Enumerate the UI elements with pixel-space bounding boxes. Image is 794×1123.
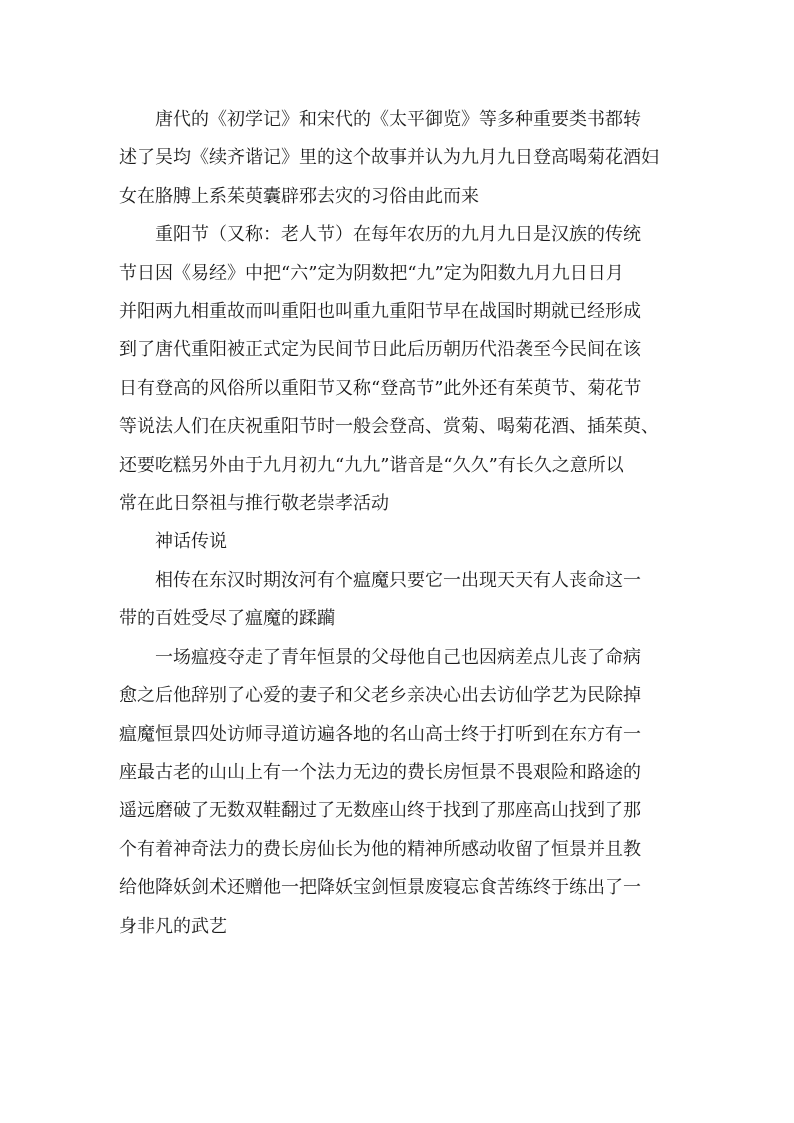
paragraph-4 (119, 639, 679, 946)
paragraph-line: 唐代的《初学记》和宋代的《太平御览》等多种重要类书都转 (155, 109, 641, 130)
paragraph-line: 述了吴均《续齐谐记》里的这个故事并认为九月九日登高喝菊花酒妇 (119, 147, 659, 169)
paragraph-line: 到了唐代重阳被正式定为民间节日此后历朝历代沿袭至今民间在该 (119, 339, 641, 361)
section-heading (119, 523, 679, 561)
paragraph-line: 女在胳膊上系茱萸囊辟邪去灾的习俗由此而来 (119, 185, 479, 207)
paragraph-2 (119, 216, 679, 523)
paragraph-line: 身非凡的武艺 (119, 915, 227, 937)
paragraph-3 (119, 562, 679, 639)
paragraph-line: 常在此日祭祖与推行敬老崇孝活动 (119, 493, 389, 515)
paragraph-line: 等说法人们在庆祝重阳节时一般会登高、赏菊、喝菊花酒、插茱萸、 (119, 416, 659, 438)
paragraph-line: 带的百姓受尽了瘟魔的蹂躏 (119, 608, 335, 630)
document-body (119, 101, 679, 946)
paragraph-line: 一场瘟疫夺走了青年恒景的父母他自己也因病差点儿丧了命病 (155, 646, 641, 668)
paragraph-line: 给他降妖剑术还赠他一把降妖宝剑恒景废寝忘食苦练终于练出了一 (119, 877, 641, 899)
paragraph-line: 重阳节（又称：老人节）在每年农历的九月九日是汉族的传统 (155, 224, 641, 246)
paragraph-line: 瘟魔恒景四处访师寻道访遍各地的名山高士终于打听到在东方有一 (119, 723, 641, 745)
paragraph-line: 并阳两九相重故而叫重阳也叫重九重阳节早在战国时期就已经形成 (119, 301, 641, 323)
paragraph-line: 日有登高的风俗所以重阳节又称“登高节”此外还有茱萸节、菊花节 (119, 377, 642, 399)
paragraph-line: 相传在东汉时期汝河有个瘟魔只要它一出现天天有人丧命这一 (155, 569, 641, 591)
paragraph-line: 个有着神奇法力的费长房仙长为他的精神所感动收留了恒景并且教 (119, 838, 641, 860)
paragraph-line: 座最古老的山山上有一个法力无边的费长房恒景不畏艰险和路途的 (119, 761, 641, 783)
paragraph-line: 愈之后他辞别了心爱的妻子和父老乡亲决心出去访仙学艺为民除掉 (119, 685, 641, 707)
paragraph-1 (119, 101, 679, 216)
section-heading-text: 神话传说 (155, 531, 227, 553)
paragraph-line: 节日因《易经》中把“六”定为阴数把“九”定为阳数九月九日日月 (119, 262, 624, 284)
paragraph-line: 遥远磨破了无数双鞋翻过了无数座山终于找到了那座高山找到了那 (119, 800, 641, 822)
paragraph-line: 还要吃糕另外由于九月初九“九九”谐音是“久久”有长久之意所以 (119, 454, 624, 476)
